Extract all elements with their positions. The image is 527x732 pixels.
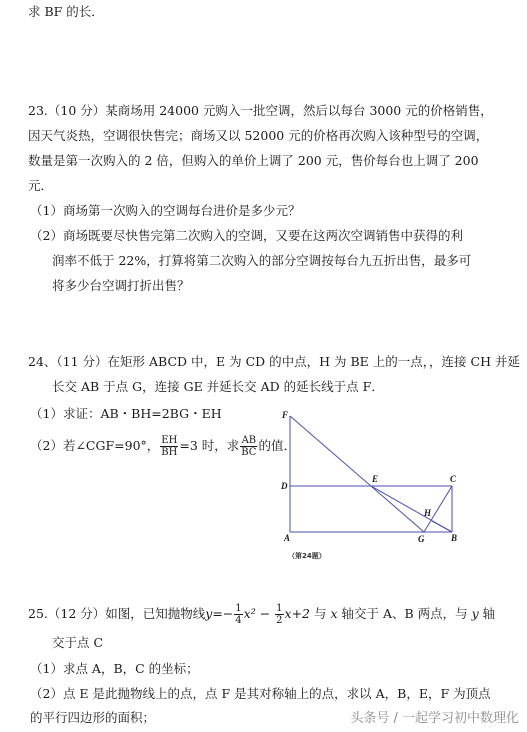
watermark: 头条号 / 一起学习初中数理化	[350, 711, 519, 726]
figure-caption: （第24题）	[288, 552, 326, 560]
equation-equals: =−	[212, 606, 234, 621]
q23-line-2: 因天气炎热，空调很快售完；商场又以 52000 元的价格再次购入该种型号的空调，	[28, 128, 489, 143]
equation-tail: x+2	[284, 606, 310, 621]
q24-sub2-suffix: 的值．	[258, 438, 296, 453]
q24-subquestion-2	[30, 434, 296, 458]
q25-suffix-b: 轴交于 A、B 两点，与	[337, 606, 472, 621]
previous-question-tail: 求 BF 的长．	[28, 4, 104, 19]
q25-subquestion-2-line-2: 的平行四边形的面积；	[30, 710, 156, 725]
point-label-e: E	[372, 474, 379, 484]
q23-line-1: 23.（10 分）某商场用 24000 元购入一批空调，然后以每台 3000 元的价格销售，	[28, 103, 493, 118]
q23-subquestion-2-line-3: 将多少台空调打折出售？	[52, 278, 190, 293]
point-label-c: C	[450, 474, 457, 484]
equation-x-squared: x²	[243, 606, 256, 621]
point-label-f: F	[282, 410, 289, 420]
fraction-numerator: 1	[276, 603, 283, 614]
q24-sub2-prefix: （2）若∠CGF=90°，	[30, 438, 160, 453]
geometry-figure	[280, 408, 480, 568]
fraction-numerator: EH	[161, 435, 178, 446]
q25-suffix-a: 与	[310, 606, 331, 621]
fraction-one-half	[275, 603, 283, 626]
q23-subquestion-2-line-2: 润率不低于 22%，打算将第二次购入的部分空调按每台九五折出售，最多可	[52, 253, 472, 268]
q25-suffix-c: 轴	[478, 606, 496, 621]
segment-fg	[290, 416, 424, 532]
q24-sub2-mid: =3 时，求	[179, 438, 240, 453]
q23-subquestion-1: （1）商场第一次购入的空调每台进价是多少元？	[30, 203, 301, 218]
q24-line-1: 24、（11 分）在矩形 ABCD 中，E 为 CD 的中点，H 为 BE 上的一点，，连接 CH 并延	[28, 354, 520, 369]
fraction-numerator: AB	[241, 435, 257, 446]
point-label-b: B	[451, 533, 458, 543]
fraction-one-quarter	[234, 603, 242, 626]
q23-line-3: 数量是第一次购入的 2 倍，但购入的单价上调了 200 元，售价每台也上调了 200	[28, 153, 479, 168]
fraction-denominator: BC	[241, 447, 257, 458]
fraction-eh-bh	[160, 435, 178, 458]
point-label-h: H	[424, 508, 432, 518]
fraction-denominator: BH	[161, 447, 178, 458]
q25-subquestion-1: （1）求点 A，B，C 的坐标；	[30, 661, 199, 676]
fraction-denominator: 2	[276, 615, 283, 626]
q25-line-2: 交于点 C	[52, 635, 104, 650]
axis-y-symbol: y	[471, 606, 479, 621]
q24-subquestion-1: （1）求证：AB・BH=2BG・EH	[30, 406, 222, 421]
equation-y: y	[205, 606, 213, 621]
q25-prefix: 25.（12 分）如图，已知抛物线	[28, 606, 206, 621]
point-label-a: A	[284, 533, 291, 543]
q24-line-2: 长交 AB 于点 G，连接 GE 并延长交 AD 的延长线于点 F．	[52, 379, 384, 394]
axis-x-symbol: x	[330, 606, 338, 621]
q25-subquestion-2-line-1: （2）点 E 是此抛物线上的点，点 F 是其对称轴上的点，求以 A，B，E，F 为顶点	[30, 686, 491, 701]
q23-subquestion-2-line-1: （2）商场既要尽快售完第二次购入的空调，又要在这两次空调销售中获得的利	[30, 228, 463, 243]
equation-minus: −	[255, 606, 275, 621]
q25-line-1	[28, 602, 495, 626]
segment-hb	[432, 521, 452, 532]
q23-line-4: 元．	[28, 178, 54, 193]
fraction-numerator: 1	[235, 603, 242, 614]
fraction-ab-bc	[240, 435, 257, 458]
fraction-denominator: 4	[235, 615, 242, 626]
point-label-g: G	[418, 534, 425, 544]
point-label-d: D	[281, 481, 288, 491]
